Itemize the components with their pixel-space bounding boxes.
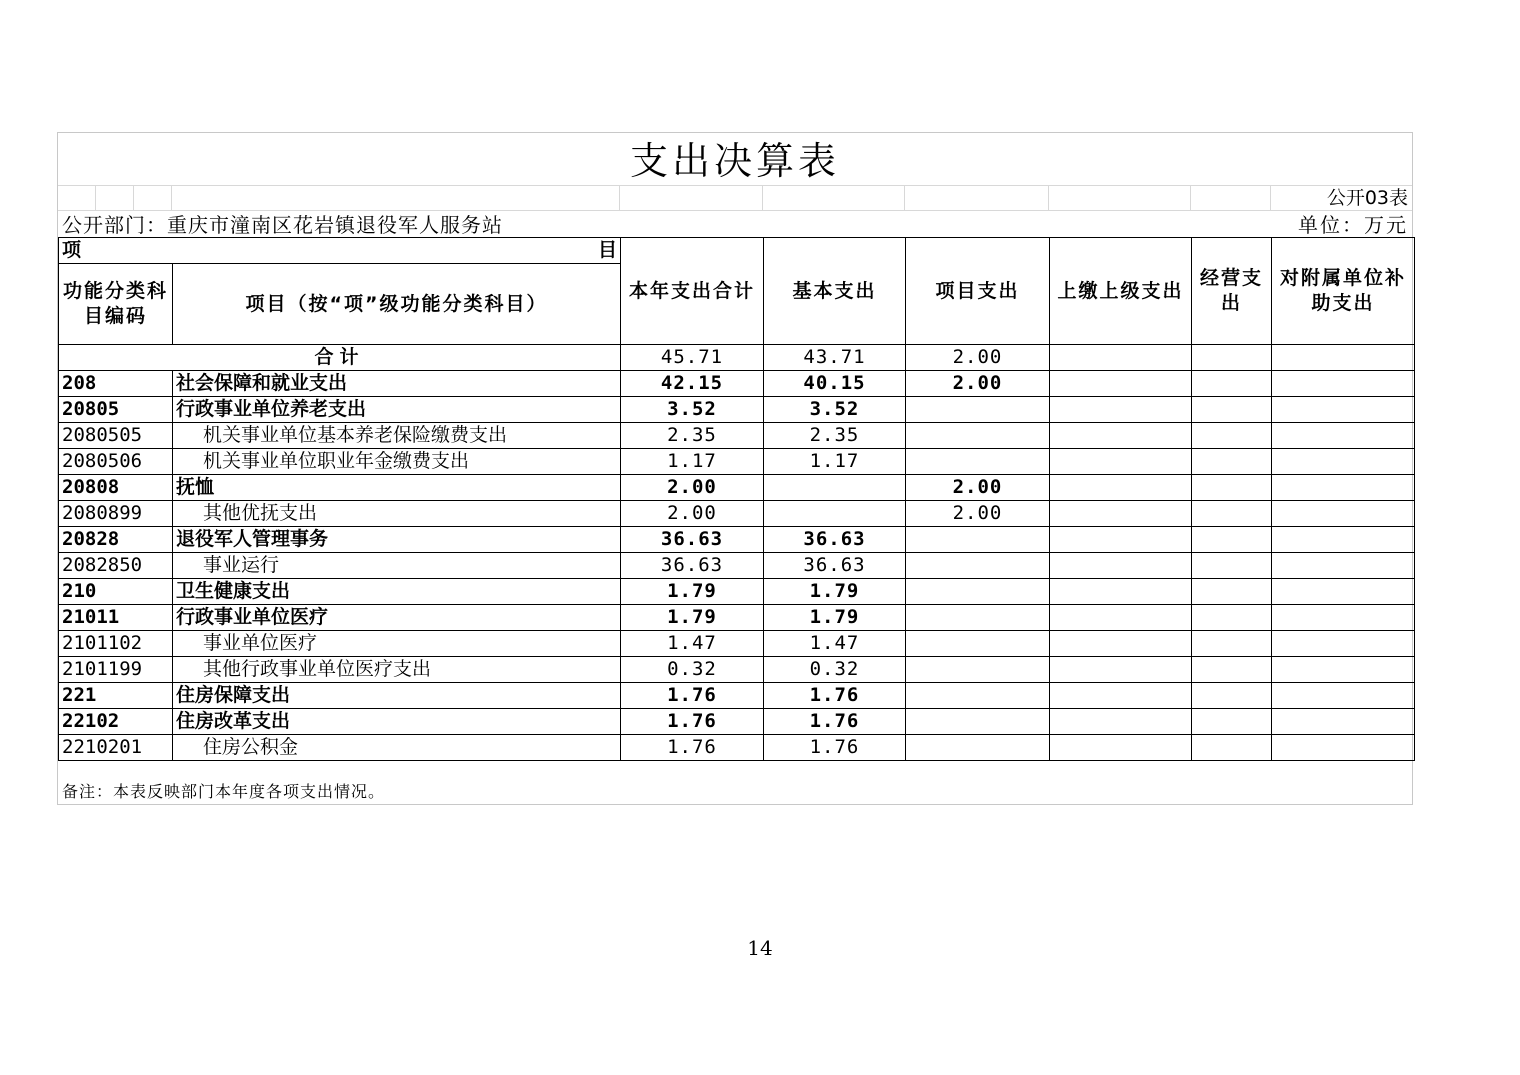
code-cell: 2101199: [59, 657, 173, 683]
name-cell: 卫生健康支出: [173, 579, 621, 605]
business-cell: [1192, 553, 1272, 579]
total-cell: 1.79: [621, 605, 764, 631]
basic-cell: 43.71: [764, 345, 906, 371]
project-cell: 2.00: [906, 501, 1050, 527]
total-cell: 1.76: [621, 683, 764, 709]
business-cell: [1192, 423, 1272, 449]
name-cell: 抚恤: [173, 475, 621, 501]
header-row-1: [59, 238, 1415, 264]
remit-cell: [1050, 449, 1192, 475]
code-cell: 2080899: [59, 501, 173, 527]
subsidy-cell: [1272, 579, 1415, 605]
col-header-total: 本年支出合计: [621, 238, 764, 345]
project-cell: [906, 553, 1050, 579]
code-cell: 2101102: [59, 631, 173, 657]
col-header-project: 项目支出: [906, 238, 1050, 345]
name-cell: 住房公积金: [173, 735, 621, 761]
basic-cell: 40.15: [764, 371, 906, 397]
basic-cell: [764, 501, 906, 527]
item-header-cell: [59, 238, 621, 264]
project-cell: 2.00: [906, 371, 1050, 397]
basic-cell: 1.17: [764, 449, 906, 475]
code-cell: 20828: [59, 527, 173, 553]
table-row: [59, 709, 1415, 735]
code-cell: 22102: [59, 709, 173, 735]
unit-label: 单位：万元: [1298, 213, 1408, 237]
subsidy-cell: [1272, 709, 1415, 735]
name-cell: 退役军人管理事务: [173, 527, 621, 553]
basic-cell: 1.47: [764, 631, 906, 657]
code-cell: 21011: [59, 605, 173, 631]
total-cell: 1.76: [621, 709, 764, 735]
remit-cell: [1050, 657, 1192, 683]
total-cell: 2.00: [621, 501, 764, 527]
subsidy-cell: [1272, 345, 1415, 371]
remit-cell: [1050, 605, 1192, 631]
remit-cell: [1050, 579, 1192, 605]
col-header-business: 经营支出: [1192, 238, 1272, 345]
subsidy-cell: [1272, 501, 1415, 527]
col-header-name: 项目（按“项”级功能分类科目）: [173, 264, 621, 345]
business-cell: [1192, 371, 1272, 397]
project-cell: [906, 657, 1050, 683]
project-cell: 2.00: [906, 345, 1050, 371]
name-cell: 事业单位医疗: [173, 631, 621, 657]
table-row: [59, 475, 1415, 501]
name-cell: 住房保障支出: [173, 683, 621, 709]
project-cell: [906, 631, 1050, 657]
table-row: [59, 501, 1415, 527]
table-row: [59, 579, 1415, 605]
subsidy-cell: [1272, 397, 1415, 423]
expenditure-sheet: [57, 132, 1413, 805]
remit-cell: [1050, 709, 1192, 735]
business-cell: [1192, 345, 1272, 371]
code-cell: 210: [59, 579, 173, 605]
name-cell: 其他优抚支出: [173, 501, 621, 527]
business-cell: [1192, 683, 1272, 709]
total-cell: 45.71: [621, 345, 764, 371]
basic-cell: 2.35: [764, 423, 906, 449]
basic-cell: 0.32: [764, 657, 906, 683]
business-cell: [1192, 579, 1272, 605]
department-label: 公开部门：重庆市潼南区花岩镇退役军人服务站: [62, 213, 503, 237]
basic-cell: 3.52: [764, 397, 906, 423]
name-cell: 机关事业单位职业年金缴费支出: [173, 449, 621, 475]
remit-cell: [1050, 345, 1192, 371]
basic-cell: 1.76: [764, 735, 906, 761]
project-cell: [906, 423, 1050, 449]
subsidy-cell: [1272, 657, 1415, 683]
subsidy-cell: [1272, 475, 1415, 501]
name-cell: 其他行政事业单位医疗支出: [173, 657, 621, 683]
col-header-basic: 基本支出: [764, 238, 906, 345]
project-cell: [906, 397, 1050, 423]
business-cell: [1192, 657, 1272, 683]
business-cell: [1192, 449, 1272, 475]
business-cell: [1192, 475, 1272, 501]
business-cell: [1192, 735, 1272, 761]
business-cell: [1192, 709, 1272, 735]
basic-cell: 1.79: [764, 605, 906, 631]
basic-cell: 1.79: [764, 579, 906, 605]
project-cell: [906, 605, 1050, 631]
table-row: [59, 657, 1415, 683]
table-row: [59, 397, 1415, 423]
col-header-code: 功能分类科目编码: [59, 264, 173, 345]
name-cell: 住房改革支出: [173, 709, 621, 735]
remit-cell: [1050, 423, 1192, 449]
col-header-subsidy: 对附属单位补助支出: [1272, 238, 1415, 345]
business-cell: [1192, 605, 1272, 631]
page-title: 支出决算表: [629, 139, 840, 183]
total-cell: 1.47: [621, 631, 764, 657]
item-label-left: 项: [62, 239, 82, 261]
grid-row: [58, 185, 1412, 211]
remit-cell: [1050, 475, 1192, 501]
col-header-remit: 上缴上级支出: [1050, 238, 1192, 345]
total-cell: 36.63: [621, 553, 764, 579]
remit-cell: [1050, 397, 1192, 423]
business-cell: [1192, 527, 1272, 553]
basic-cell: 1.76: [764, 709, 906, 735]
total-cell: 0.32: [621, 657, 764, 683]
remit-cell: [1050, 683, 1192, 709]
basic-cell: 36.63: [764, 553, 906, 579]
table-row: [59, 423, 1415, 449]
project-cell: [906, 683, 1050, 709]
table-number: 公开03表: [1326, 187, 1408, 209]
table-row: [59, 631, 1415, 657]
remit-cell: [1050, 501, 1192, 527]
total-row: [59, 345, 1415, 371]
code-cell: 208: [59, 371, 173, 397]
total-cell: 42.15: [621, 371, 764, 397]
table-row: [59, 553, 1415, 579]
total-cell: 3.52: [621, 397, 764, 423]
project-cell: 2.00: [906, 475, 1050, 501]
basic-cell: 1.76: [764, 683, 906, 709]
project-cell: [906, 735, 1050, 761]
total-cell: 1.17: [621, 449, 764, 475]
total-cell: 36.63: [621, 527, 764, 553]
subsidy-cell: [1272, 553, 1415, 579]
total-label: 合计: [59, 345, 621, 371]
code-cell: 2080506: [59, 449, 173, 475]
subsidy-cell: [1272, 449, 1415, 475]
page-number: 14: [747, 936, 773, 960]
remit-cell: [1050, 527, 1192, 553]
remit-cell: [1050, 553, 1192, 579]
table-row: [59, 371, 1415, 397]
name-cell: 社会保障和就业支出: [173, 371, 621, 397]
remit-cell: [1050, 371, 1192, 397]
item-label-right: 目: [597, 239, 617, 261]
code-cell: 20808: [59, 475, 173, 501]
code-cell: 20805: [59, 397, 173, 423]
subsidy-cell: [1272, 735, 1415, 761]
business-cell: [1192, 501, 1272, 527]
table-row: [59, 449, 1415, 475]
total-cell: 1.76: [621, 735, 764, 761]
code-cell: 2210201: [59, 735, 173, 761]
remit-cell: [1050, 631, 1192, 657]
total-cell: 2.00: [621, 475, 764, 501]
code-cell: 2080505: [59, 423, 173, 449]
name-cell: 行政事业单位养老支出: [173, 397, 621, 423]
subsidy-cell: [1272, 683, 1415, 709]
basic-cell: 36.63: [764, 527, 906, 553]
code-cell: 2082850: [59, 553, 173, 579]
total-cell: 2.35: [621, 423, 764, 449]
expenditure-table: [58, 237, 1415, 761]
name-cell: 事业运行: [173, 553, 621, 579]
table-row: [59, 605, 1415, 631]
business-cell: [1192, 631, 1272, 657]
project-cell: [906, 527, 1050, 553]
remit-cell: [1050, 735, 1192, 761]
subsidy-cell: [1272, 527, 1415, 553]
total-cell: 1.79: [621, 579, 764, 605]
table-row: [59, 735, 1415, 761]
subsidy-cell: [1272, 371, 1415, 397]
project-cell: [906, 449, 1050, 475]
name-cell: 机关事业单位基本养老保险缴费支出: [173, 423, 621, 449]
project-cell: [906, 709, 1050, 735]
subsidy-cell: [1272, 605, 1415, 631]
table-row: [59, 683, 1415, 709]
subsidy-cell: [1272, 631, 1415, 657]
business-cell: [1192, 397, 1272, 423]
basic-cell: [764, 475, 906, 501]
table-row: [59, 527, 1415, 553]
table-note: 备注：本表反映部门本年度各项支出情况。: [62, 782, 386, 801]
code-cell: 221: [59, 683, 173, 709]
name-cell: 行政事业单位医疗: [173, 605, 621, 631]
project-cell: [906, 579, 1050, 605]
subsidy-cell: [1272, 423, 1415, 449]
